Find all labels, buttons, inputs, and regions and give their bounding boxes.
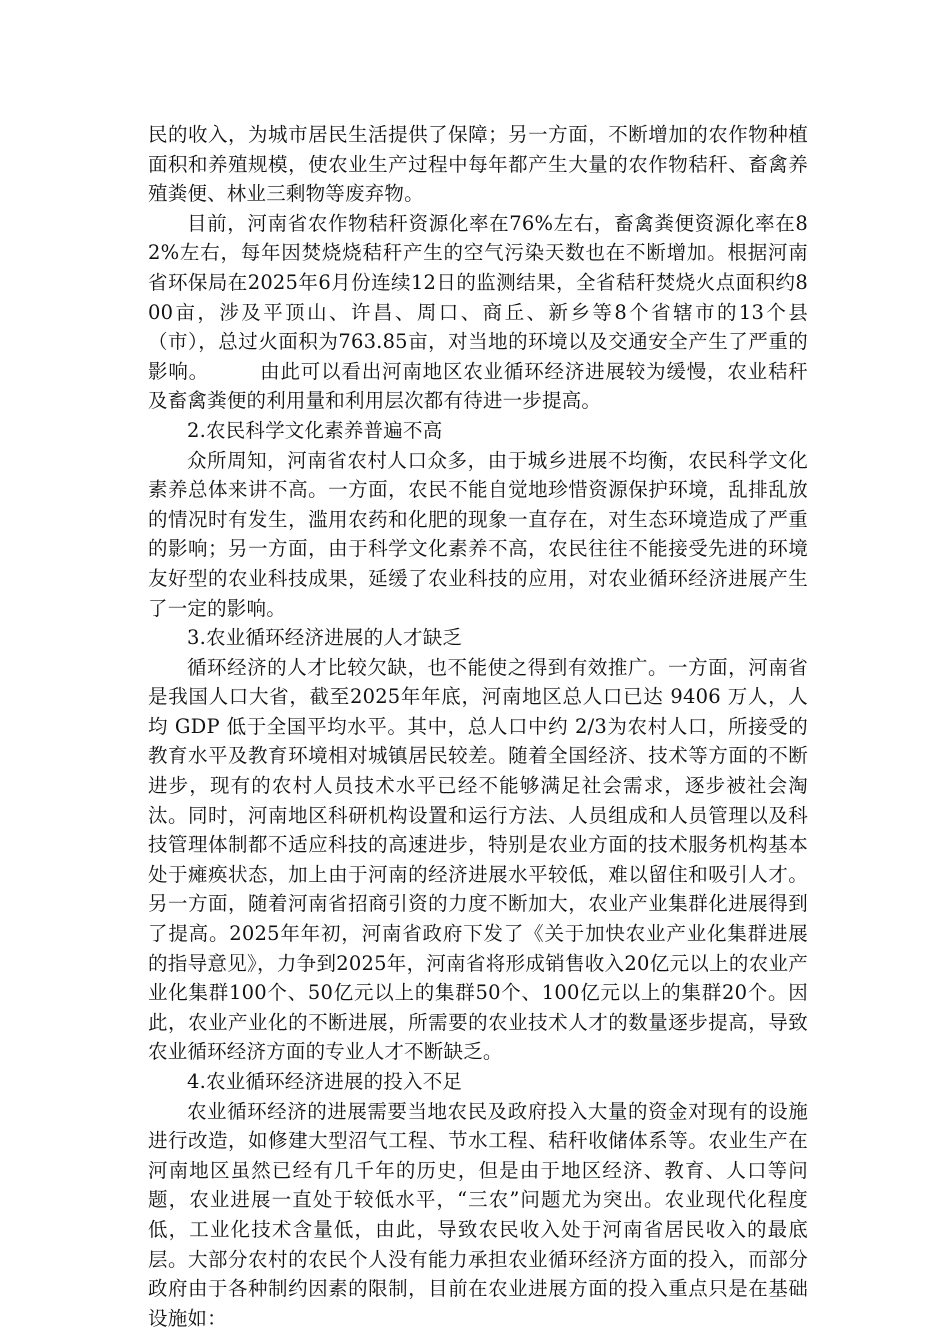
paragraph-current-status: 目前，河南省农作物秸秆资源化率在76%左右，畜禽粪便资源化率在82%左右，每年因焚烧烧秸秆产生的空气污染天数也在不断增加。根据河南省环保局在2025年6月份连续12日的监测结果，全省秸秆焚烧火点面积约800亩，涉及平顶山、许昌、周口、商丘、新乡等8个省辖市的13个县（市），总过火面积为763.85亩，对当地的环境以及交通安全产生了严重的影响。 由此可以看出河南地区农业循环经济进展较为缓慢，农业秸秆及畜禽粪便的利用量和利用层次都有待进一步提高。 [148,211,808,413]
section-heading-4: 4.农业循环经济进展的投入不足 [187,1070,463,1093]
paragraph-insufficient-investment: 农业循环经济的进展需要当地农民及政府投入大量的资金对现有的设施进行改造，如修建大型沼气工程、节水工程、秸秆收储体系等。农业生产在河南地区虽然已经有几千年的历史，但是由于地区经济、教育、人口等问题，农业进展一直处于较低水平，“三农”问题尤为突出。农业现代化程度低，工业化技术含量低，由此，导致农民收入处于河南省居民收入的最底层。大部分农村的农民个人没有能力承担农业循环经济方面的投入，而部分政府由于各种制约因素的限制，目前在农业进展方面的投入重点只是在基础设施如： [148,1099,808,1330]
paragraph-intro-continuation: 民的收入，为城市居民生活提供了保障；另一方面，不断增加的农作物种植面积和养殖规模，使农业生产过程中每年都产生大量的农作物秸秆、畜禽养殖粪便、林业三剩物等废弃物。 [148,123,808,206]
section-heading-2: 2.农民科学文化素养普遍不高 [187,418,443,442]
paragraph-farmer-literacy: 众所周知，河南省农村人口众多，由于城乡进展不均衡，农民科学文化素养总体来讲不高。一方面，农民不能自觉地珍惜资源保护环境，乱排乱放的情况时有发生，滥用农药和化肥的现象一直存在，对生态环境造成了严重的影响；另一方面，由于科学文化素养不高，农民往往不能接受先进的环境友好型的农业科技成果，延缓了农业科技的应用，对农业循环经济进展产生了一定的影响。 [148,448,808,620]
document-body [148,120,808,1333]
paragraph-talent-shortage: 循环经济的人才比较欠缺，也不能使之得到有效推广。一方面，河南省是我国人口大省，截至2025年年底，河南地区总人口已达 9406 万人，人均 GDP 低于全国平均水平。其中，总人口中约 2/3为农村人口，所接受的教育水平及教育环境相对城镇居民较差。随着全国经济、技术等方面的不断进步，现有的农村人员技术水平已经不能够满足社会需求，逐步被社会淘汰。同时，河南地区科研机构设置和运行方法、人员组成和人员管理以及科技管理体制都不适应科技的高速进步，特别是农业方面的技术服务机构基本处于瘫痪状态，加上由于河南的经济进展水平较低，难以留住和吸引人才。另一方面，随着河南省招商引资的力度不断加大，农业产业集群化进展得到了提高。2025年年初，河南省政府下发了《关于加快农业产业化集群进展的指导意见》，力争到2025年，河南省将形成销售收入20亿元以上的农业产业化集群100个、50亿元以上的集群50个、100亿元以上的集群20个。因此，农业产业化的不断进展，所需要的农业技术人才的数量逐步提高，导致农业循环经济方面的专业人才不断缺乏。 [148,655,808,1064]
section-heading-3: 3.农业循环经济进展的人才缺乏 [187,626,463,650]
